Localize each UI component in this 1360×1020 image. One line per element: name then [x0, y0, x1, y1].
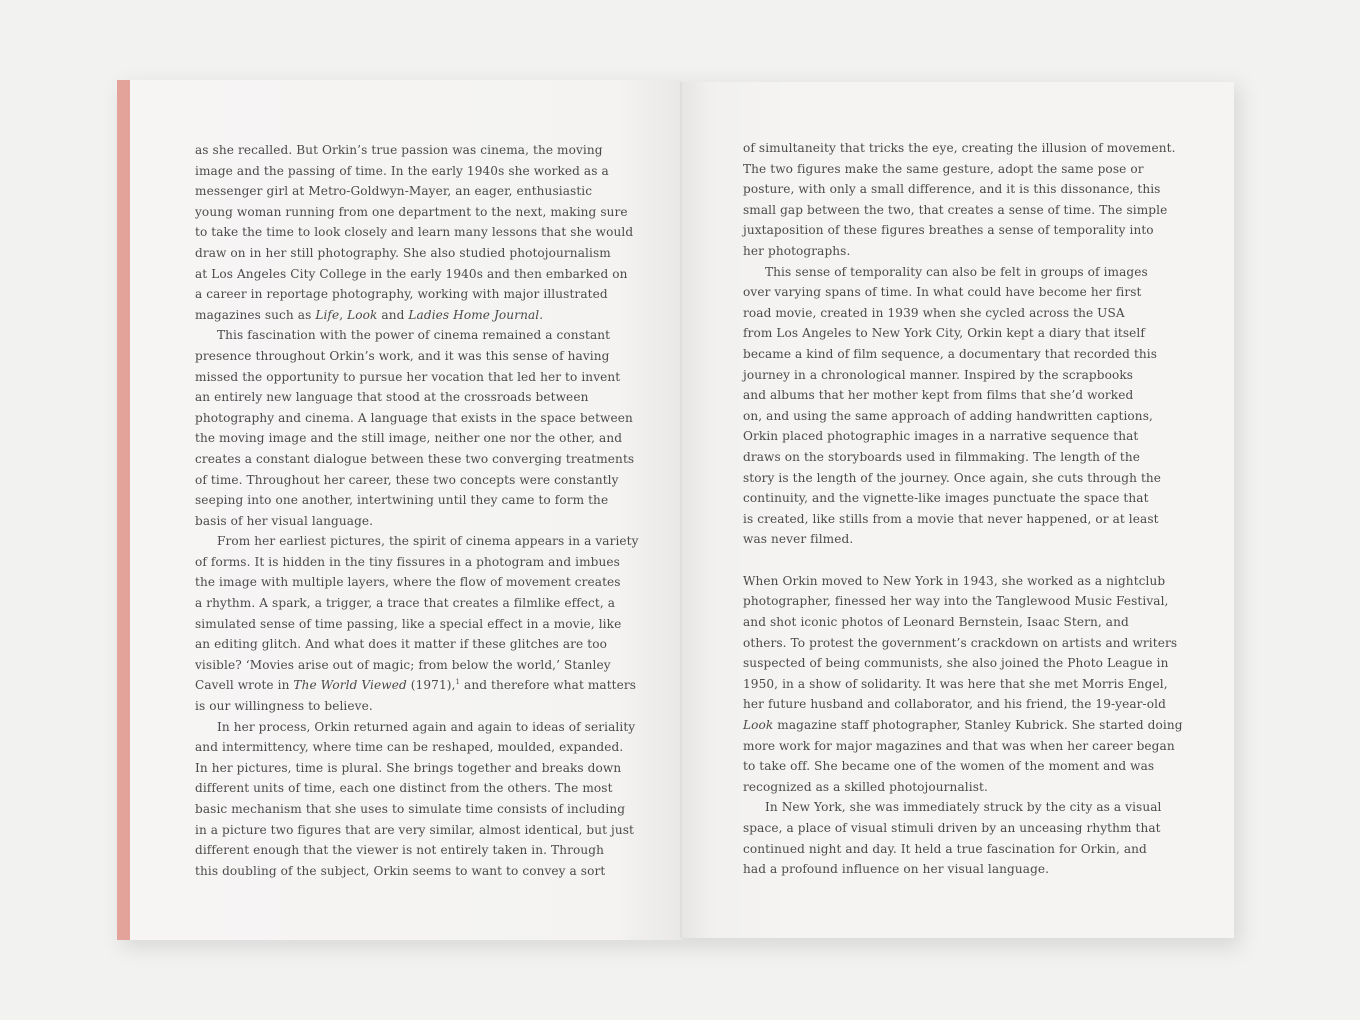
text-fragment: In New York, she was immediately struck by the city as a visual	[765, 800, 1162, 815]
text-line	[743, 529, 1183, 550]
text-fragment: and therefore what matters	[460, 678, 637, 693]
text-line	[743, 385, 1183, 406]
text-line	[195, 655, 635, 676]
text-line	[743, 282, 1183, 303]
text-line	[743, 736, 1183, 757]
text-line	[195, 552, 635, 573]
text-line	[743, 571, 1183, 592]
text-line	[195, 243, 635, 264]
text-line	[195, 758, 635, 779]
text-line	[743, 694, 1183, 715]
text-line	[195, 408, 635, 429]
text-fragment: magazines such as	[195, 307, 316, 322]
text-fragment: posture, with only a small difference, and it is this dissonance, this	[743, 182, 1161, 197]
text-fragment: as she recalled. But Orkin’s true passion was cinema, the moving	[195, 143, 603, 157]
italic-title: Ladies Home Journal	[408, 307, 540, 322]
text-fragment: of simultaneity that tricks the eye, creating the illusion of movement.	[743, 141, 1176, 155]
text-fragment: and intermittency, where time can be reshaped, moulded, expanded.	[195, 740, 624, 755]
text-fragment: on, and using the same approach of adding handwritten captions,	[743, 408, 1153, 423]
text-fragment: of forms. It is hidden in the tiny fissures in a photogram and imbues	[195, 554, 620, 569]
text-fragment: others. To protest the government’s crackdown on artists and writers	[743, 635, 1178, 650]
text-fragment: a rhythm. A spark, a trigger, a trace that creates a filmlike effect, a	[195, 596, 616, 611]
text-fragment: This sense of temporality can also be felt in groups of images	[765, 264, 1148, 279]
text-line	[743, 488, 1183, 509]
text-line	[195, 696, 635, 717]
text-fragment: In her process, Orkin returned again and again to ideas of seriality	[217, 719, 636, 734]
text-fragment: juxtaposition of these figures breathes a sense of temporality into	[743, 223, 1154, 238]
text-line	[195, 264, 635, 285]
text-fragment: continued night and day. It held a true fascination for Orkin, and	[743, 841, 1147, 856]
text-fragment: a career in reportage photography, working with major illustrated	[195, 287, 608, 302]
text-line	[195, 387, 635, 408]
text-fragment: visible? ‘Movies arise out of magic; from below the world,’ Stanley	[195, 657, 611, 672]
text-line	[743, 220, 1183, 241]
text-line	[743, 509, 1183, 530]
text-fragment: recognized as a skilled photojournalist.	[743, 779, 988, 794]
text-fragment: draws on the storyboards used in filmmaking. The length of the	[743, 449, 1140, 464]
text-fragment: young woman running from one department to the next, making sure	[195, 204, 628, 219]
text-fragment: .	[539, 307, 544, 322]
text-fragment: different enough that the viewer is not entirely taken in. Through	[195, 843, 604, 858]
text-line	[743, 344, 1183, 365]
text-line	[195, 799, 635, 820]
text-fragment: image and the passing of time. In the early 1940s she worked as a	[195, 163, 609, 178]
text-line	[195, 840, 635, 861]
text-fragment: In her pictures, time is plural. She brings together and breaks down	[195, 760, 622, 775]
text-line	[743, 323, 1183, 344]
italic-title: Look	[347, 307, 378, 322]
text-fragment: Orkin placed photographic images in a narrative sequence that	[743, 429, 1139, 444]
text-fragment: had a profound influence on her visual language.	[743, 862, 1050, 877]
text-line	[195, 325, 635, 346]
text-line	[195, 634, 635, 655]
italic-title: Life	[315, 307, 340, 322]
text-line	[195, 614, 635, 635]
text-fragment: draw on in her still photography. She also studied photojournalism	[195, 245, 611, 260]
text-fragment: over varying spans of time. In what could have become her first	[743, 285, 1142, 300]
text-line	[743, 138, 1183, 159]
right-page-text	[743, 138, 1183, 880]
text-fragment: and albums that her mother kept from films that she’d worked	[743, 388, 1134, 403]
text-line	[195, 675, 635, 696]
text-line	[743, 303, 1183, 324]
text-fragment: an editing glitch. And what does it matter if these glitches are too	[195, 637, 607, 652]
text-line	[743, 818, 1183, 839]
text-fragment: at Los Angeles City College in the early 1940s and then embarked on	[195, 266, 628, 281]
text-fragment: in a picture two figures that are very similar, almost identical, but just	[195, 822, 635, 837]
text-line	[743, 426, 1183, 447]
text-fragment: is our willingness to believe.	[195, 699, 373, 714]
text-fragment: to take the time to look closely and learn many lessons that she would	[195, 225, 634, 240]
text-fragment: her future husband and collaborator, and his friend, the 19-year-old	[743, 697, 1166, 712]
text-fragment: small gap between the two, that creates a sense of time. The simple	[743, 202, 1168, 217]
text-line	[195, 428, 635, 449]
text-line	[743, 591, 1183, 612]
text-fragment: ,	[339, 307, 348, 322]
text-line	[195, 222, 635, 243]
text-fragment: 1950, in a show of solidarity. It was here that she met Morris Engel,	[743, 676, 1168, 691]
italic-title: Look	[743, 718, 774, 733]
text-line	[195, 470, 635, 491]
text-line	[743, 200, 1183, 221]
text-line	[743, 447, 1183, 468]
text-line	[743, 159, 1183, 180]
text-fragment: photographer, finessed her way into the Tanglewood Music Festival,	[743, 594, 1169, 609]
text-line	[743, 406, 1183, 427]
text-line	[195, 449, 635, 470]
text-fragment: is created, like stills from a movie that never happened, or at least	[743, 511, 1159, 526]
text-fragment: became a kind of film sequence, a documentary that recorded this	[743, 346, 1158, 361]
text-fragment: When Orkin moved to New York in 1943, she worked as a nightclub	[743, 573, 1166, 588]
text-line	[743, 859, 1183, 880]
text-line	[195, 140, 635, 161]
book-gutter	[680, 82, 684, 938]
text-fragment: The two figures make the same gesture, adopt the same pose or	[743, 161, 1144, 176]
text-fragment: different units of time, each one distinct from the others. The most	[195, 781, 613, 796]
text-line	[195, 305, 635, 326]
left-page-text	[195, 140, 639, 881]
text-fragment: magazine staff photographer, Stanley Kubrick. She started doing	[773, 718, 1183, 733]
text-fragment: to take off. She became one of the women of the moment and was	[743, 759, 1155, 774]
text-fragment: space, a place of visual stimuli driven by an unceasing rhythm that	[743, 821, 1161, 835]
text-line	[195, 284, 635, 305]
text-line	[743, 715, 1183, 736]
text-fragment: simulated sense of time passing, like a special effect in a movie, like	[195, 616, 622, 631]
text-fragment: and	[377, 307, 409, 322]
text-line	[743, 241, 1183, 262]
text-line	[743, 797, 1183, 818]
text-fragment: messenger girl at Metro-Goldwyn-Mayer, an eager, enthusiastic	[195, 184, 593, 199]
text-line	[195, 367, 635, 388]
text-line	[743, 756, 1183, 777]
text-fragment: more work for major magazines and that was when her career began	[743, 738, 1175, 753]
text-line	[195, 161, 635, 182]
text-fragment: this doubling of the subject, Orkin seems to want to convey a sort	[195, 863, 606, 878]
text-line	[743, 653, 1183, 674]
text-line	[743, 468, 1183, 489]
text-line	[195, 861, 635, 882]
text-fragment: journey in a chronological manner. Inspired by the scrapbooks	[743, 367, 1134, 382]
text-fragment: seeping into one another, intertwining until they came to form the	[195, 493, 609, 508]
text-fragment: From her earliest pictures, the spirit of cinema appears in a variety	[217, 534, 639, 549]
text-fragment: creates a constant dialogue between these two converging treatments	[195, 451, 635, 466]
text-line	[743, 612, 1183, 633]
text-fragment: missed the opportunity to pursue her vocation that led her to invent	[195, 369, 621, 384]
text-fragment: basis of her visual language.	[195, 513, 374, 528]
text-line	[195, 511, 635, 532]
text-line	[195, 593, 635, 614]
text-fragment: her photographs.	[743, 243, 851, 258]
text-line	[195, 778, 635, 799]
text-line	[195, 717, 635, 738]
text-line	[743, 179, 1183, 200]
footnote-marker: 1	[455, 678, 461, 687]
text-line	[195, 737, 635, 758]
text-line	[743, 839, 1183, 860]
text-line	[195, 490, 635, 511]
text-fragment: from Los Angeles to New York City, Orkin kept a diary that itself	[743, 326, 1145, 341]
text-line	[195, 531, 639, 552]
text-fragment: the image with multiple layers, where the flow of movement creates	[195, 575, 621, 590]
text-fragment: continuity, and the vignette-like images punctuate the space that	[743, 491, 1149, 506]
text-fragment: the moving image and the still image, neither one nor the other, and	[195, 431, 623, 446]
text-line	[743, 365, 1183, 386]
text-fragment: This fascination with the power of cinema remained a constant	[217, 328, 611, 343]
text-line	[195, 820, 635, 841]
text-fragment: basic mechanism that she uses to simulate time consists of including	[195, 802, 626, 816]
text-fragment: suspected of being communists, she also joined the Photo League in	[743, 656, 1169, 671]
text-fragment: an entirely new language that stood at the crossroads between	[195, 390, 589, 405]
text-line	[195, 572, 635, 593]
text-fragment: (1971),	[406, 678, 456, 693]
text-line	[195, 202, 635, 223]
text-fragment: Cavell wrote in	[195, 678, 294, 693]
text-fragment: story is the length of the journey. Once again, she cuts through the	[743, 470, 1162, 485]
text-line	[743, 674, 1183, 695]
text-line	[743, 262, 1183, 283]
text-fragment: and shot iconic photos of Leonard Bernstein, Isaac Stern, and	[743, 615, 1129, 630]
text-line	[743, 633, 1183, 654]
text-line	[743, 550, 1183, 571]
text-fragment: photography and cinema. A language that exists in the space between	[195, 410, 633, 425]
italic-title: The World Viewed	[293, 678, 407, 693]
text-fragment: was never filmed.	[743, 532, 854, 547]
text-line	[195, 346, 635, 367]
text-line	[743, 777, 1183, 798]
text-fragment: of time. Throughout her career, these two concepts were constantly	[195, 472, 619, 487]
text-fragment: presence throughout Orkin’s work, and it was this sense of having	[195, 348, 610, 363]
text-fragment: road movie, created in 1939 when she cycled across the USA	[743, 305, 1125, 320]
text-line	[195, 181, 635, 202]
